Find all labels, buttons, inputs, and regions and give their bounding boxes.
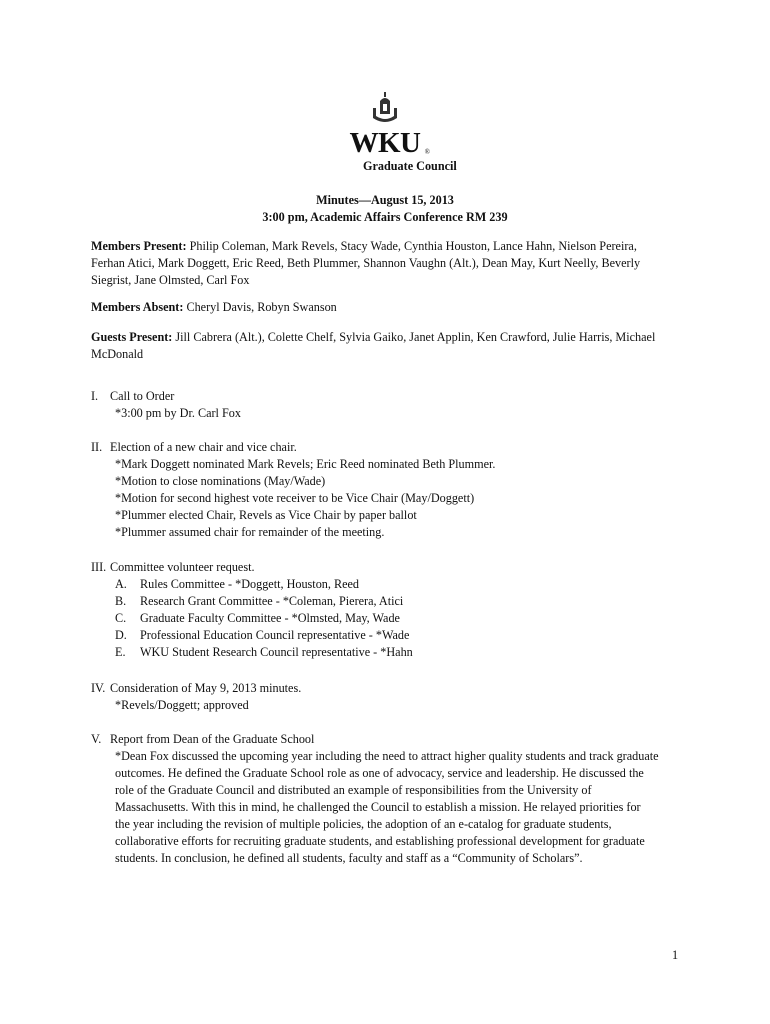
list-letter: C. [115, 611, 127, 625]
paragraph-line: outcomes. He defined the Graduate School role as one of advocacy, service and leadership. He discussed the [115, 766, 644, 780]
item-number: III. [91, 560, 107, 574]
agenda-item-5 [91, 731, 691, 748]
list-text: Professional Education Council representative - *Wade [140, 628, 410, 642]
wku-wordmark [349, 127, 430, 159]
committee-row [91, 627, 691, 644]
members-present-line: Siegrist, Jane Olmsted, Carl Fox [91, 273, 250, 287]
registered-mark: ® [424, 148, 430, 156]
document-title: Minutes—August 15, 2013 [316, 193, 454, 207]
paragraph-line: the year including the revision of multiple policies, the adoption of an e-catalog for graduate students, [115, 817, 612, 831]
paragraph-line: students. In conclusion, he defined all students, faculty and staff as a “Community of Scholars”. [115, 851, 583, 865]
agenda-item-1 [91, 388, 691, 422]
paragraph-line: collaborative efforts for recruiting graduate students, and establishing professional development for graduate [115, 834, 645, 848]
members-absent-list: Cheryl Davis, Robyn Swanson [183, 300, 337, 314]
item-title: Election of a new chair and vice chair. [110, 440, 297, 454]
item-title: Call to Order [110, 389, 175, 403]
item-note: *Plummer elected Chair, Revels as Vice Chair by paper ballot [115, 508, 417, 522]
item-note: *Motion for second highest vote receiver to be Vice Chair (May/Doggett) [115, 491, 475, 505]
list-letter: E. [115, 645, 126, 659]
committee-row [91, 576, 691, 593]
cupola-icon [368, 92, 402, 126]
guests-present-label: Guests Present: [91, 330, 173, 344]
members-present-line: Ferhan Atici, Mark Doggett, Eric Reed, Beth Plummer, Shannon Vaughn (Alt.), Dean May, Kurt Neelly, Beverly [91, 256, 641, 270]
committee-row [91, 593, 691, 610]
committee-row [91, 644, 691, 661]
agenda-item-4 [91, 680, 691, 714]
item-note: *3:00 pm by Dr. Carl Fox [115, 406, 241, 420]
item-number: IV. [91, 681, 106, 695]
item-number: I. [91, 389, 99, 403]
guests-present-line: McDonald [91, 347, 144, 361]
list-letter: A. [115, 577, 127, 591]
item-title: Report from Dean of the Graduate School [110, 732, 315, 746]
paragraph-line: *Dean Fox discussed the upcoming year including the need to attract higher quality students and track graduate [115, 749, 659, 763]
page-number: 1 [672, 948, 679, 962]
members-present-label: Members Present: [91, 239, 187, 253]
wku-logo [0, 92, 770, 158]
guests-present [91, 329, 691, 363]
list-text: Research Grant Committee - *Coleman, Pierera, Atici [140, 594, 404, 608]
list-letter: B. [115, 594, 127, 608]
item-note: *Revels/Doggett; approved [115, 698, 249, 712]
dean-report-paragraph [115, 748, 681, 867]
item-title: Committee volunteer request. [110, 560, 255, 574]
document-subtitle: 3:00 pm, Academic Affairs Conference RM 239 [262, 210, 508, 224]
agenda-item-3 [91, 559, 691, 661]
members-absent-label: Members Absent: [91, 300, 184, 314]
paragraph-line: role of the Graduate Council and distributed an example of responsibilities from the University of [115, 783, 592, 797]
guests-present-line: Jill Cabrera (Alt.), Colette Chelf, Sylvia Gaiko, Janet Applin, Ken Crawford, Julie Harris, Michael [172, 330, 656, 344]
members-present [91, 238, 691, 289]
item-title: Consideration of May 9, 2013 minutes. [110, 681, 302, 695]
members-absent [91, 299, 691, 316]
agenda-item-2 [91, 439, 691, 541]
committee-row [91, 610, 691, 627]
list-letter: D. [115, 628, 127, 642]
item-note: *Plummer assumed chair for remainder of the meeting. [115, 525, 385, 539]
logo-text: WKU [349, 127, 421, 159]
list-text: Rules Committee - *Doggett, Houston, Reed [140, 577, 360, 591]
item-note: *Mark Doggett nominated Mark Revels; Eric Reed nominated Beth Plummer. [115, 457, 496, 471]
org-name: Graduate Council [363, 159, 457, 173]
item-note: *Motion to close nominations (May/Wade) [115, 474, 326, 488]
paragraph-line: Massachusetts. With this in mind, he challenged the Council to establish a mission. He relayed priorities for [115, 800, 641, 814]
item-number: V. [91, 732, 102, 746]
members-present-line: Philip Coleman, Mark Revels, Stacy Wade, Cynthia Houston, Lance Hahn, Nielson Pereira, [186, 239, 637, 253]
item-number: II. [91, 440, 103, 454]
list-text: Graduate Faculty Committee - *Olmsted, May, Wade [140, 611, 400, 625]
list-text: WKU Student Research Council representative - *Hahn [140, 645, 413, 659]
